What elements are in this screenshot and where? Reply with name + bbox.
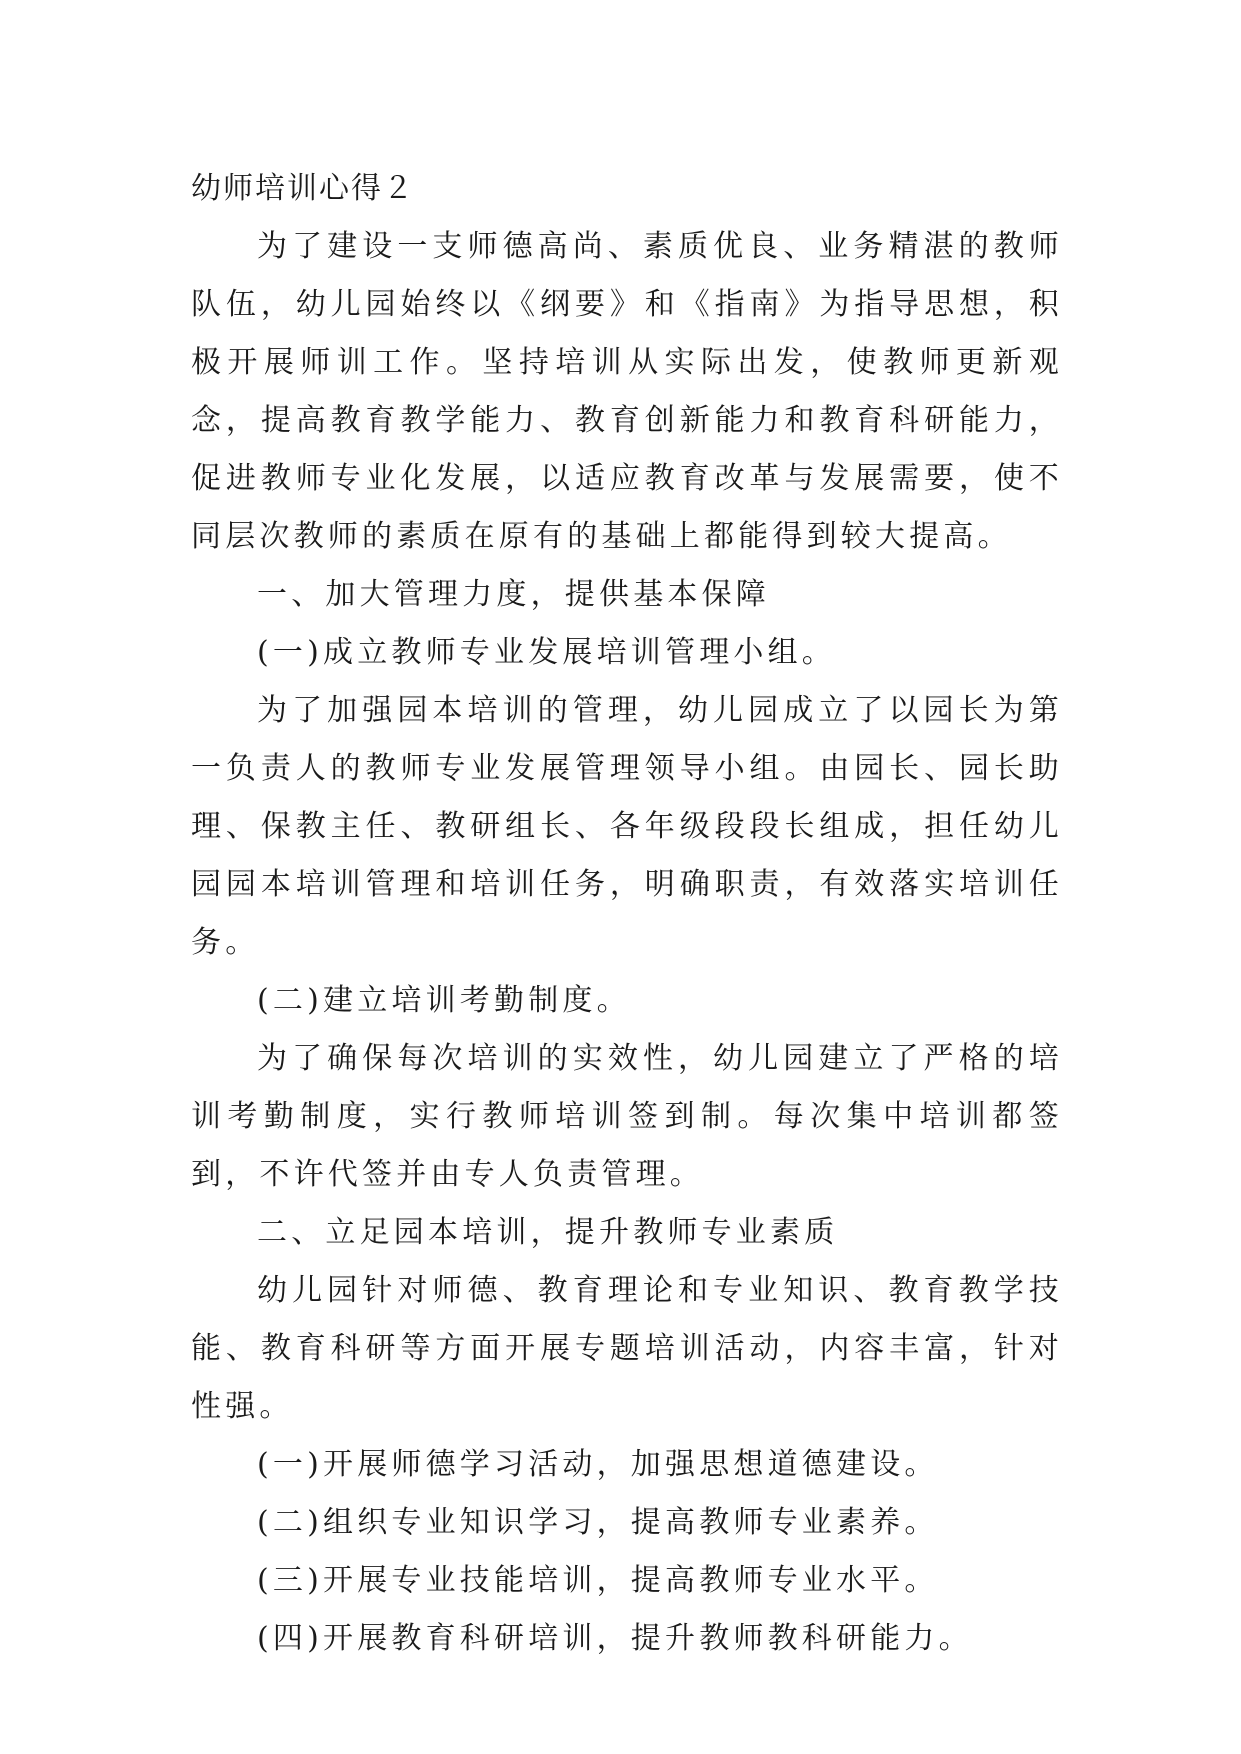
document-title: 幼师培训心得２ xyxy=(191,171,415,206)
subsection-heading-2-4: (四)开展教育科研培训，提升教师教科研能力。 xyxy=(257,1621,973,1656)
subsection-heading-2-1: (一)开展师德学习活动，加强思想道德建设。 xyxy=(257,1447,939,1482)
subsection-heading-1-2: (二)建立培训考勤制度。 xyxy=(257,983,631,1018)
body-paragraph: 幼儿园针对师德、教育理论和专业知识、教育教学技能、教育科研等方面开展专题培训活动，内容丰富，针对性强。 xyxy=(191,1273,1063,1424)
subsection-heading-2-3: (三)开展专业技能培训，提高教师专业水平。 xyxy=(257,1563,939,1598)
document-body xyxy=(191,160,1063,1668)
section-heading-1: 一、加大管理力度，提供基本保障 xyxy=(257,577,770,612)
body-paragraph: 为了确保每次培训的实效性，幼儿园建立了严格的培训考勤制度，实行教师培训签到制。每次集中培训都签到，不许代签并由专人负责管理。 xyxy=(191,1041,1063,1192)
section-heading-2: 二、立足园本培训，提升教师专业素质 xyxy=(257,1215,839,1250)
intro-paragraph: 为了建设一支师德高尚、素质优良、业务精湛的教师队伍，幼儿园始终以《纲要》和《指南》为指导思想，积极开展师训工作。坚持培训从实际出发，使教师更新观念，提高教育教学能力、教育创新能力和教育科研能力，促进教师专业化发展，以适应教育改革与发展需要，使不同层次教师的素质在原有的基础上都能得到较大提高。 xyxy=(191,229,1063,554)
subsection-heading-1-1: (一)成立教师专业发展培训管理小组。 xyxy=(257,635,837,670)
subsection-heading-2-2: (二)组织专业知识学习，提高教师专业素养。 xyxy=(257,1505,939,1540)
body-paragraph: 为了加强园本培训的管理，幼儿园成立了以园长为第一负责人的教师专业发展管理领导小组。由园长、园长助理、保教主任、教研组长、各年级段段长组成，担任幼儿园园本培训管理和培训任务，明确职责，有效落实培训任务。 xyxy=(191,693,1063,960)
